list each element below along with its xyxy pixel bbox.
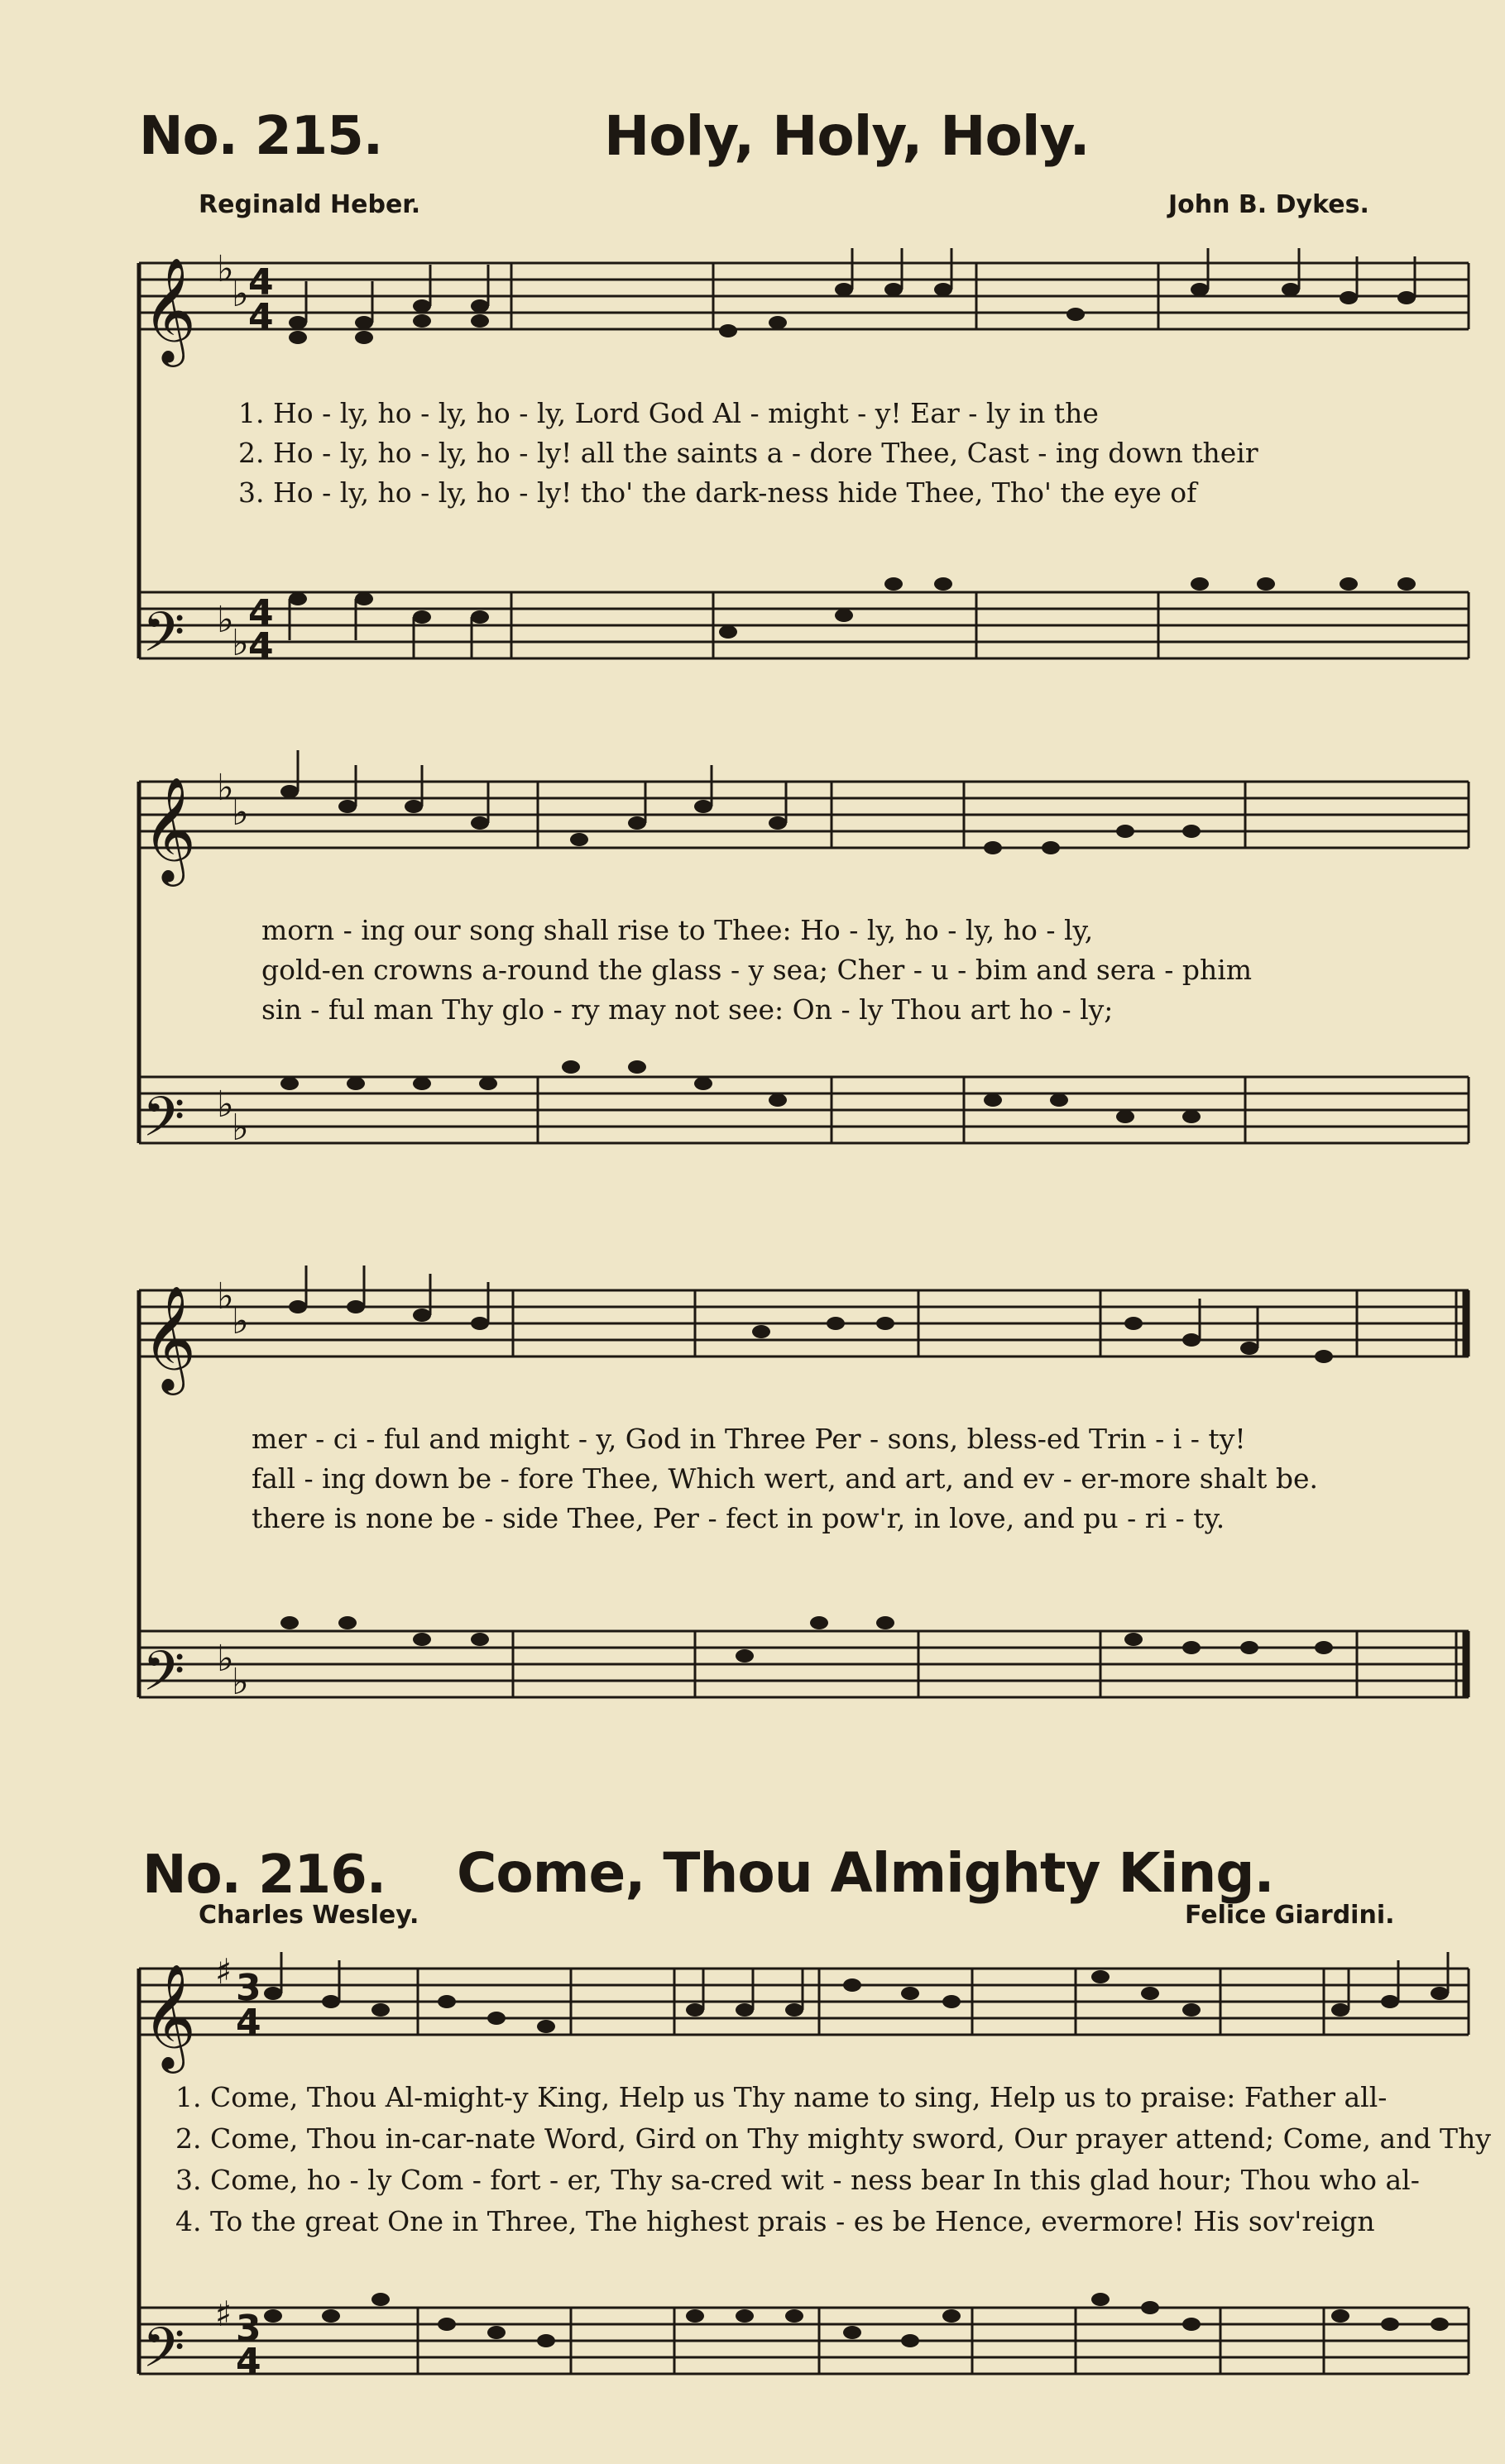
note-stems: [281, 248, 1448, 2010]
svg-text:♭: ♭: [232, 1661, 249, 1703]
svg-text:♭: ♭: [232, 622, 249, 664]
svg-text:♭: ♭: [217, 767, 234, 809]
hymn-216-verse-2: 2. Come, Thou in-car-nate Word, Gird on Thy mighty sword, Our prayer attend; Come, and Thy: [175, 2122, 1491, 2155]
svg-text:4: 4: [248, 625, 274, 667]
hymn-215-composer: John B. Dykes.: [1168, 190, 1369, 219]
hymn-215-system-2-verse-2: gold-en crowns a-round the glass - y sea; Cher - u - bim and sera - phim: [261, 954, 1253, 986]
system-2-treble-staff: [139, 782, 1469, 848]
hymn-215-system-3-verse-1: mer - ci - ful and might - y, God in Three Per - sons, bless-ed Trin - i - ty!: [252, 1423, 1246, 1455]
hymn-215-number: No. 215.: [139, 106, 383, 167]
hymn-215-system-1-verse-3: 3. Ho - ly, ho - ly, ho - ly! tho' the dark-ness hide Thee, Tho' the eye of: [238, 476, 1197, 509]
hymn-216-title: Come, Thou Almighty King.: [457, 1841, 1274, 1905]
bass-clef-icon: 𝄢: [142, 1085, 185, 1162]
svg-text:♭: ♭: [232, 1107, 249, 1149]
hymn-215-system-2-verse-1: morn - ing our song shall rise to Thee: Ho - ly, ho - ly, ho - ly,: [261, 914, 1094, 946]
hymn-215-system-2-verse-3: sin - ful man Thy glo - ry may not see: On - ly Thou art ho - ly;: [261, 993, 1114, 1026]
hymn-216-composer: Felice Giardini.: [1185, 1901, 1395, 1930]
svg-text:♭: ♭: [217, 1084, 234, 1126]
system-2-bass-staff: [139, 1077, 1469, 1143]
bass-clef-icon: 𝄢: [142, 600, 185, 677]
hymn-215-system-3-verse-3: there is none be - side Thee, Per - fect in pow'r, in love, and pu - ri - ty.: [252, 1502, 1225, 1534]
svg-text:4: 4: [236, 2002, 261, 2044]
treble-clef-icon: 𝄞: [142, 1285, 197, 1390]
system-1-bass-staff: [139, 592, 1469, 658]
treble-clef-icon: 𝄞: [142, 776, 197, 882]
hymn-215-lyricist: Reginald Heber.: [199, 190, 421, 219]
system-1-treble-staff: [139, 263, 1469, 329]
svg-text:♭: ♭: [217, 1275, 234, 1318]
treble-clef-icon: 𝄞: [142, 1963, 197, 2069]
hymn-215-title: Holy, Holy, Holy.: [604, 104, 1090, 168]
hymn-216-verse-3: 3. Come, ho - ly Com - fort - er, Thy sa-cred wit - ness bear In this glad hour; Thou who al-: [175, 2164, 1420, 2196]
svg-text:♭: ♭: [232, 1300, 249, 1342]
svg-text:4: 4: [236, 2341, 261, 2383]
svg-text:♭: ♭: [217, 1638, 234, 1680]
svg-text:4: 4: [248, 296, 274, 338]
svg-text:♭: ♭: [232, 792, 249, 834]
svg-text:♭: ♭: [232, 273, 249, 315]
hymn-216-lyricist: Charles Wesley.: [199, 1901, 419, 1930]
svg-text:4: 4: [248, 592, 274, 634]
svg-text:3: 3: [236, 1967, 261, 2009]
hymn-216-verse-4: 4. To the great One in Three, The highest prais - es be Hence, evermore! His sov'reign: [175, 2205, 1375, 2237]
hymn-215-system-1-verse-1: 1. Ho - ly, ho - ly, ho - ly, Lord God Al - might - y! Ear - ly in the: [238, 397, 1099, 429]
treble-clef-icon: 𝄞: [142, 256, 197, 362]
bass-clef-icon: 𝄢: [142, 2316, 185, 2393]
system-3-treble-staff: [139, 1290, 1469, 1356]
svg-text:♭: ♭: [217, 599, 234, 641]
hymn-215-system-1-verse-2: 2. Ho - ly, ho - ly, ho - ly! all the saints a - dore Thee, Cast - ing down their: [238, 437, 1258, 469]
svg-text:♯: ♯: [215, 1951, 232, 1992]
hymn-215-system-3-verse-2: fall - ing down be - fore Thee, Which wert, and art, and ev - er-more shalt be.: [252, 1462, 1319, 1495]
hymn-216-number: No. 216.: [142, 1844, 386, 1906]
hymn-216-verse-1: 1. Come, Thou Al-might-y King, Help us Thy name to sing, Help us to praise: Father all-: [175, 2081, 1388, 2113]
system-3-bass-staff: [139, 1631, 1469, 1697]
svg-text:♯: ♯: [215, 2294, 232, 2334]
bass-clef-icon: 𝄢: [142, 1639, 185, 1716]
svg-text:♭: ♭: [217, 248, 234, 290]
svg-text:3: 3: [236, 2308, 261, 2350]
svg-text:4: 4: [248, 261, 274, 304]
